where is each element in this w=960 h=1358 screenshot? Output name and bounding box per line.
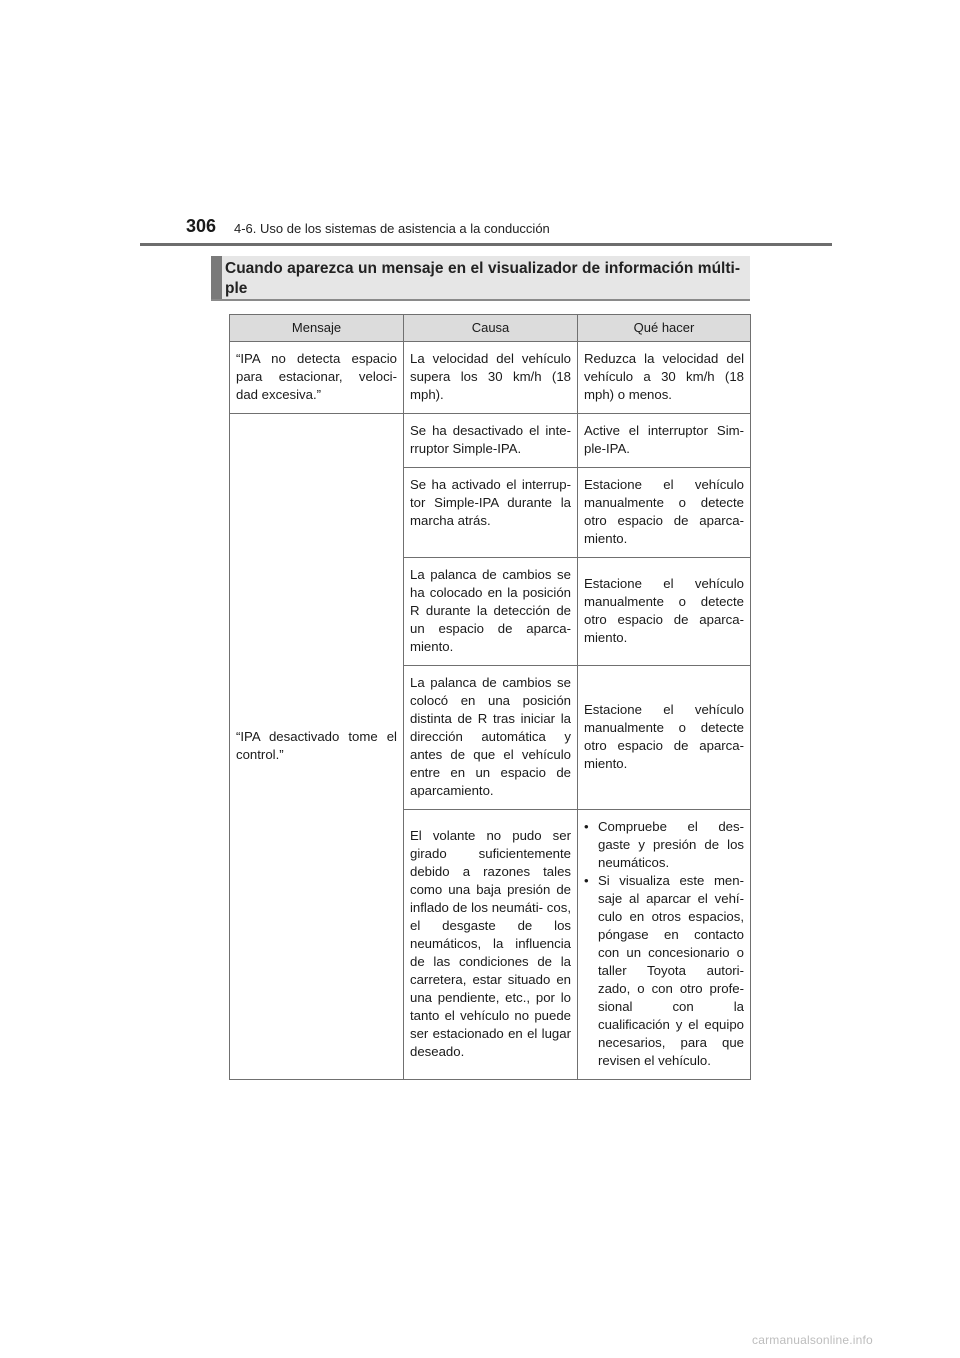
column-header-message: Mensaje bbox=[230, 315, 404, 342]
message-table bbox=[229, 314, 751, 1080]
cause-cell: Se ha activado el interrup- tor Simple-IPA durante la marcha atrás. bbox=[404, 468, 578, 558]
action-bullet-list bbox=[584, 818, 744, 1070]
section-heading-box bbox=[211, 256, 750, 301]
action-cell bbox=[578, 810, 751, 1080]
action-cell: Estacione el vehículo manualmente o detecte otro espacio de aparca- miento. bbox=[578, 558, 751, 666]
column-header-cause: Causa bbox=[404, 315, 578, 342]
column-header-action: Qué hacer bbox=[578, 315, 751, 342]
header-rule bbox=[140, 243, 832, 246]
action-bullet bbox=[584, 818, 744, 872]
message-cell: “IPA desactivado tome el control.” bbox=[230, 414, 404, 1080]
action-bullet bbox=[584, 872, 744, 1070]
table-header-row bbox=[230, 315, 751, 342]
action-bullet-text: Compruebe el des- gaste y presión de los neumáticos. bbox=[598, 819, 744, 870]
action-cell: Reduzca la velocidad del vehículo a 30 km/h (18 mph) o menos. bbox=[578, 342, 751, 414]
page-number: 306 bbox=[186, 216, 217, 236]
cause-cell: La palanca de cambios se ha colocado en la posición R durante la detección de un espacio de aparca- miento. bbox=[404, 558, 578, 666]
cause-cell: La palanca de cambios se colocó en una posición distinta de R tras iniciar la dirección automática y antes de que el vehículo entre en un espacio de aparcamiento. bbox=[404, 666, 578, 810]
cause-cell: Se ha desactivado el inte- rruptor Simple-IPA. bbox=[404, 414, 578, 468]
action-cell: Estacione el vehículo manualmente o detecte otro espacio de aparca- miento. bbox=[578, 666, 751, 810]
watermark: carmanualsonline.info bbox=[752, 1333, 873, 1347]
bullet-icon: • bbox=[584, 873, 589, 888]
action-cell: Active el interruptor Sim- ple-IPA. bbox=[578, 414, 751, 468]
cause-cell: El volante no pudo ser girado suficientemente debido a razones tales como una baja presión de inflado de los neumáti- cos, el desgaste de los neumáticos, la influencia de las condiciones de la carretera, estar situado en una pendiente, etc., por lo tanto el vehículo no puede ser estacionado en el lugar deseado. bbox=[404, 810, 578, 1080]
section-heading-bar bbox=[211, 256, 222, 299]
table-row bbox=[230, 342, 751, 414]
bullet-icon: • bbox=[584, 819, 589, 834]
table-row bbox=[230, 414, 751, 468]
section-title: Cuando aparezca un mensaje en el visualizador de información múlti- ple bbox=[225, 260, 740, 297]
action-bullet-text: Si visualiza este men- saje al aparcar el vehí- culo en otros espacios, póngase en contacto con un concesionario o taller Toyota autori- zado, o con otro profe- sional con la cualificación y el equipo necesarios, para que revisen el vehículo. bbox=[598, 873, 744, 1068]
action-cell: Estacione el vehículo manualmente o detecte otro espacio de aparca- miento. bbox=[578, 468, 751, 558]
message-cell: “IPA no detecta espacio para estacionar, veloci- dad excesiva.” bbox=[230, 342, 404, 414]
chapter-title: 4-6. Uso de los sistemas de asistencia a la conducción bbox=[234, 221, 550, 236]
cause-cell: La velocidad del vehículo supera los 30 km/h (18 mph). bbox=[404, 342, 578, 414]
